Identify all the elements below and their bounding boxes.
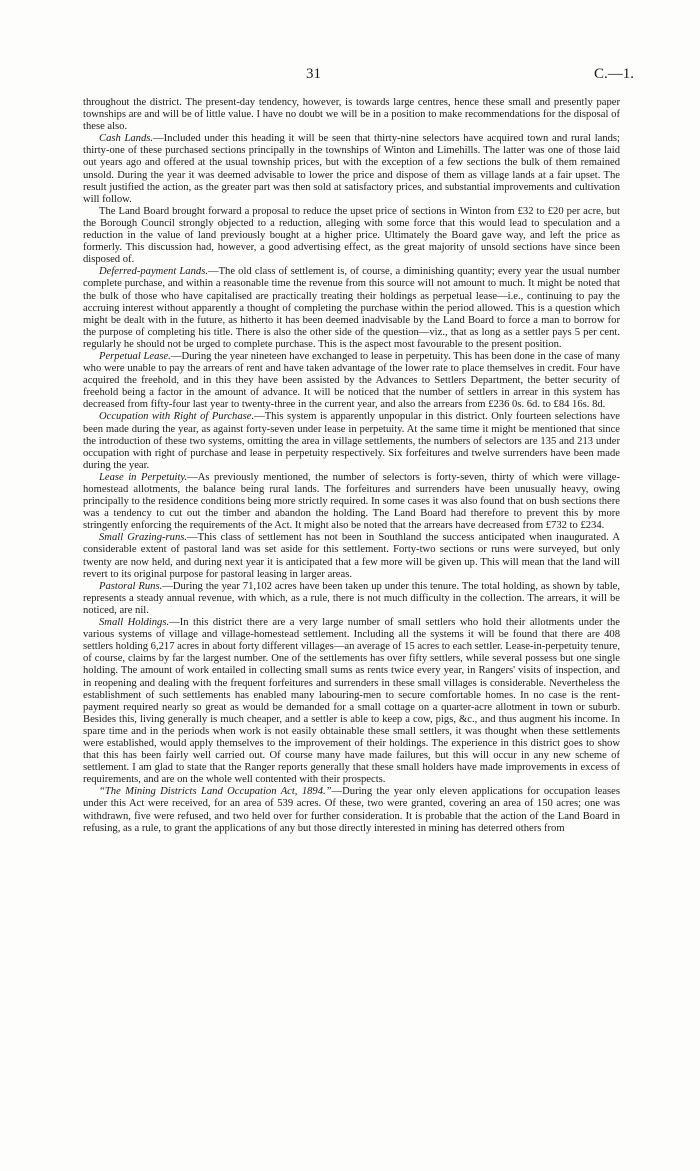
paragraph-text: —During the year 71,102 acres have been taken up under this tenure. The total holding, as shown by table, represents a steady annual revenue, with which, as a rule, there is not much difficulty in the collection. The arrears, it will be noticed, are nil.: [83, 580, 620, 616]
paragraph-heading: Cash Lands.: [99, 133, 154, 145]
paragraph: [83, 97, 620, 133]
paragraph-heading: Lease in Perpetuity.: [99, 471, 188, 483]
document-reference: C.—1.: [594, 66, 635, 82]
paragraph: [83, 581, 620, 617]
body-text: [83, 97, 620, 835]
paragraph-heading: Small Grazing-runs.: [99, 532, 188, 544]
paragraph-text: —Included under this heading it will be seen that thirty-nine selectors have acquired town and rural lands; thirty-one of these purchased sections principally in the townships of Winton and Limehills. The latter was one of those laid out years ago and offered at the usual township prices, but with the exception of a few sections the bulk of them remained unsold. During the year it was deemed advisable to lower the price and dispose of them as village lands at a fair upset. The result justified the action, as the greater part was then sold at satisfactory prices, and substantial improvements and cultivation will follow.: [83, 133, 620, 205]
paragraph-text: The Land Board brought forward a proposal to reduce the upset price of sections in Winton from £32 to £20 per acre, but the Borough Council strongly objected to a reduction, alleging with some force that this would lead to speculation and a reduction in the value of land previously bought at a higher price. Ultimately the Board gave way, and left the price as formerly. This discussion had, however, a good advertising effect, as the great majority of unsold sections have since been disposed of.: [83, 205, 620, 266]
paragraph: [83, 266, 620, 351]
paragraph: [83, 532, 620, 580]
paragraph: [83, 206, 620, 266]
paragraph-text: —The old class of settlement is, of course, a diminishing quantity; every year the usual number complete purchase, and within a reasonable time the revenue from this source will not amount to much. It might be noted that the bulk of those who have capitalised are practically treating their holdings as perpetual lease—i.e., continuing to pay the accruing interest without apparently a thought of completing the purchase within the period allowed. This is a question which might be dealt with in the future, as hitherto it has been deemed inadvisable by the Land Board to force a man to borrow for the purpose of completing his title. There is also the other side of the question—viz., that as long as a settler pays 5 per cent. regularly he should not be urged to complete purchase. This is the aspect most favourable to the present position.: [83, 266, 620, 350]
paragraph-heading: “The Mining Districts Land Occupation Act, 1894.”: [99, 786, 332, 798]
page-number: 31: [306, 66, 321, 82]
paragraph-heading: Occupation with Right of Purchase.: [99, 411, 255, 423]
paragraph-heading: Perpetual Lease.: [99, 350, 171, 362]
paragraph-text: —This system is apparently unpopular in this district. Only fourteen selections have been made during the year, as against forty-seven under lease in perpetuity. At the same time it might be mentioned that since the introduction of these two systems, omitting the area in village settlements, the numbers of selectors are 135 and 213 under occupation with right of purchase and lease in perpetuity respectively. Six forfeitures and twelve surrenders have been made during the year.: [83, 411, 620, 471]
paragraph-text: —As previously mentioned, the number of selectors is forty-seven, thirty of which were village-homestead allotments, the balance being rural lands. The forfeitures and surrenders have been unusually heavy, owing principally to the residence conditions being more strictly required. In some cases it was also found that on bush sections there was a tendency to cut out the timber and abandon the holding. The Land Board had therefore to prevent this by more stringently enforcing the requirements of the Act. It might also be noted that the arrears have decreased from £732 to £234.: [83, 471, 620, 532]
paragraph: [83, 411, 620, 471]
paragraph: [83, 472, 620, 532]
paragraph-text: —During the year only eleven applications for occupation leases under this Act were received, for an area of 539 acres. Of these, two were granted, covering an area of 150 acres; one was withdrawn, five were refused, and two held over for further consideration. It is probable that the action of the Land Board in refusing, as a rule, to grant the applications of any but those directly interested in mining has deterred others from: [83, 786, 620, 834]
paragraph-text: —In this district there are a very large number of small settlers who hold their allotments under the various systems of village and village-homestead settlement. Including all the systems it will be found that there are 408 settlers holding 6,217 acres in about forty different villages—an average of 15 acres to each settler. Lease-in-perpetuity tenure, of course, claims by far the largest number. One of the settlements has over fifty settlers, while several possess but one single holding. The amount of work entailed in collecting small sums as rents twice every year, in Rangers' visits of inspection, and in reopening and dealing with the frequent forfeitures and surrenders in these small villages is considerable. Nevertheless the establishment of such settlements has enabled many labouring-men to secure comfortable homes. In no case is the rent-payment required nearly so great as would be demanded for a small cottage on a quarter-acre allotment in town or suburb. Besides this, living generally is much cheaper, and a settler is able to keep a cow, pigs, &c., and thus augment his income. In spare time and in the periods when work is not easily obtainable these small settlers, it was thought when these settlements were established, would apply themselves to the improvement of their holdings. The experience in this district goes to show that this has been fairly well carried out. Of course many have made failures, but this will occur in any new scheme of settlement. I am glad to state that the Ranger reports generally that these small holders have made improvements in excess of requirements, and are on the whole well contented with their prospects.: [83, 617, 620, 786]
paragraph: [83, 351, 620, 411]
page-header: [0, 66, 700, 86]
paragraph: [83, 617, 620, 786]
paragraph: [83, 133, 620, 206]
paragraph-text: throughout the district. The present-day tendency, however, is towards large centres, hence these small and presently paper townships are and will be of little value. I have no doubt we will be in a position to make recommendations for the disposal of these also.: [83, 97, 620, 133]
paragraph-heading: Pastoral Runs.: [99, 580, 163, 592]
paragraph: [83, 786, 620, 834]
paragraph-heading: Deferred-payment Lands.: [99, 266, 208, 278]
paragraph-heading: Small Holdings.: [99, 617, 170, 629]
paragraph-text: —During the year nineteen have exchanged to lease in perpetuity. This has been done in the case of many who were unable to pay the arrears of rent and have taken advantage of the lower rate to place themselves in credit. Four have acquired the freehold, and in this they have been assisted by the Advances to Settlers Department, the better security of freehold being a factor in the amount of advance. It will be noticed that the number of settlers in arrear in this system has decreased from fifty-four last year to twenty-three in the current year, and also the arrears from £236 0s. 6d. to £84 16s. 8d.: [83, 350, 620, 411]
paragraph-text: —This class of settlement has not been in Southland the success anticipated when inaugurated. A considerable extent of pastoral land was set aside for this settlement. Forty-two sections or runs were surveyed, but only twenty are now held, and during next year it is anticipated that a few more will be given up. This will mean that the land will revert to its original purpose for pastoral leasing in larger areas.: [83, 532, 620, 580]
